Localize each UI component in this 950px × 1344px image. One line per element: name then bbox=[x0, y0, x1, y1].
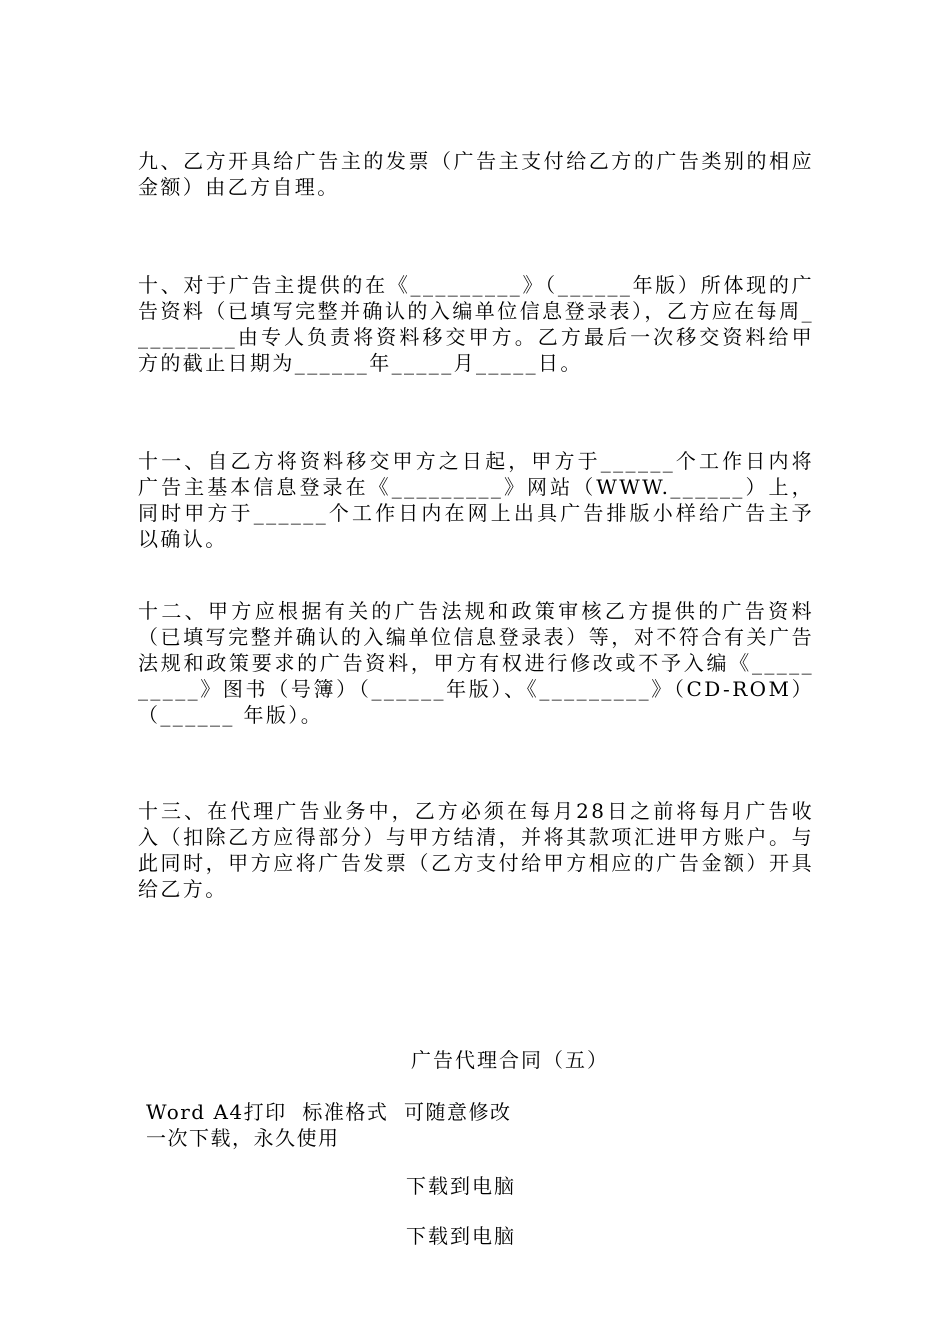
usage-info-line: 一次下载，永久使用 bbox=[146, 1126, 340, 1150]
download-to-pc-link[interactable]: 下载到电脑 bbox=[406, 1174, 516, 1198]
clause-13-paragraph: 十三、在代理广告业务中，乙方必须在每月28日之前将每月广告收入（扣除乙方应得部分）与甲方结清，并将其款项汇进甲方账户。与此同时，甲方应将广告发票（乙方支付给甲方相应的广告金额）开具给乙方。 bbox=[138, 799, 814, 901]
document-title: 广告代理合同（五） bbox=[411, 1048, 609, 1072]
clause-12-paragraph: 十二、甲方应根据有关的广告法规和政策审核乙方提供的广告资料（已填写完整并确认的入编单位信息登录表）等，对不符合有关广告法规和政策要求的广告资料，甲方有权进行修改或不予入编《__________》图书（号簿）（______年版）、《_________》（CD-ROM）（______ 年版）。 bbox=[138, 599, 814, 727]
download-to-pc-link-2[interactable]: 下载到电脑 bbox=[406, 1224, 516, 1248]
clause-10-paragraph: 十、对于广告主提供的在《_________》（______年版）所体现的广告资料（已填写完整并确认的入编单位信息登录表），乙方应在每周_________由专人负责将资料移交甲方。乙方最后一次移交资料给甲方的截止日期为______年_____月_____日。 bbox=[138, 273, 814, 375]
format-info-line: Word A4打印 标准格式 可随意修改 bbox=[146, 1100, 512, 1124]
clause-9-paragraph: 九、乙方开具给广告主的发票（广告主支付给乙方的广告类别的相应金额）由乙方自理。 bbox=[138, 149, 814, 199]
clause-11-paragraph: 十一、自乙方将资料移交甲方之日起，甲方于______个工作日内将广告主基本信息登录在《_________》网站（WWW.______）上，同时甲方于______个工作日内在网上出具广告排版小样给广告主予以确认。 bbox=[138, 449, 814, 551]
